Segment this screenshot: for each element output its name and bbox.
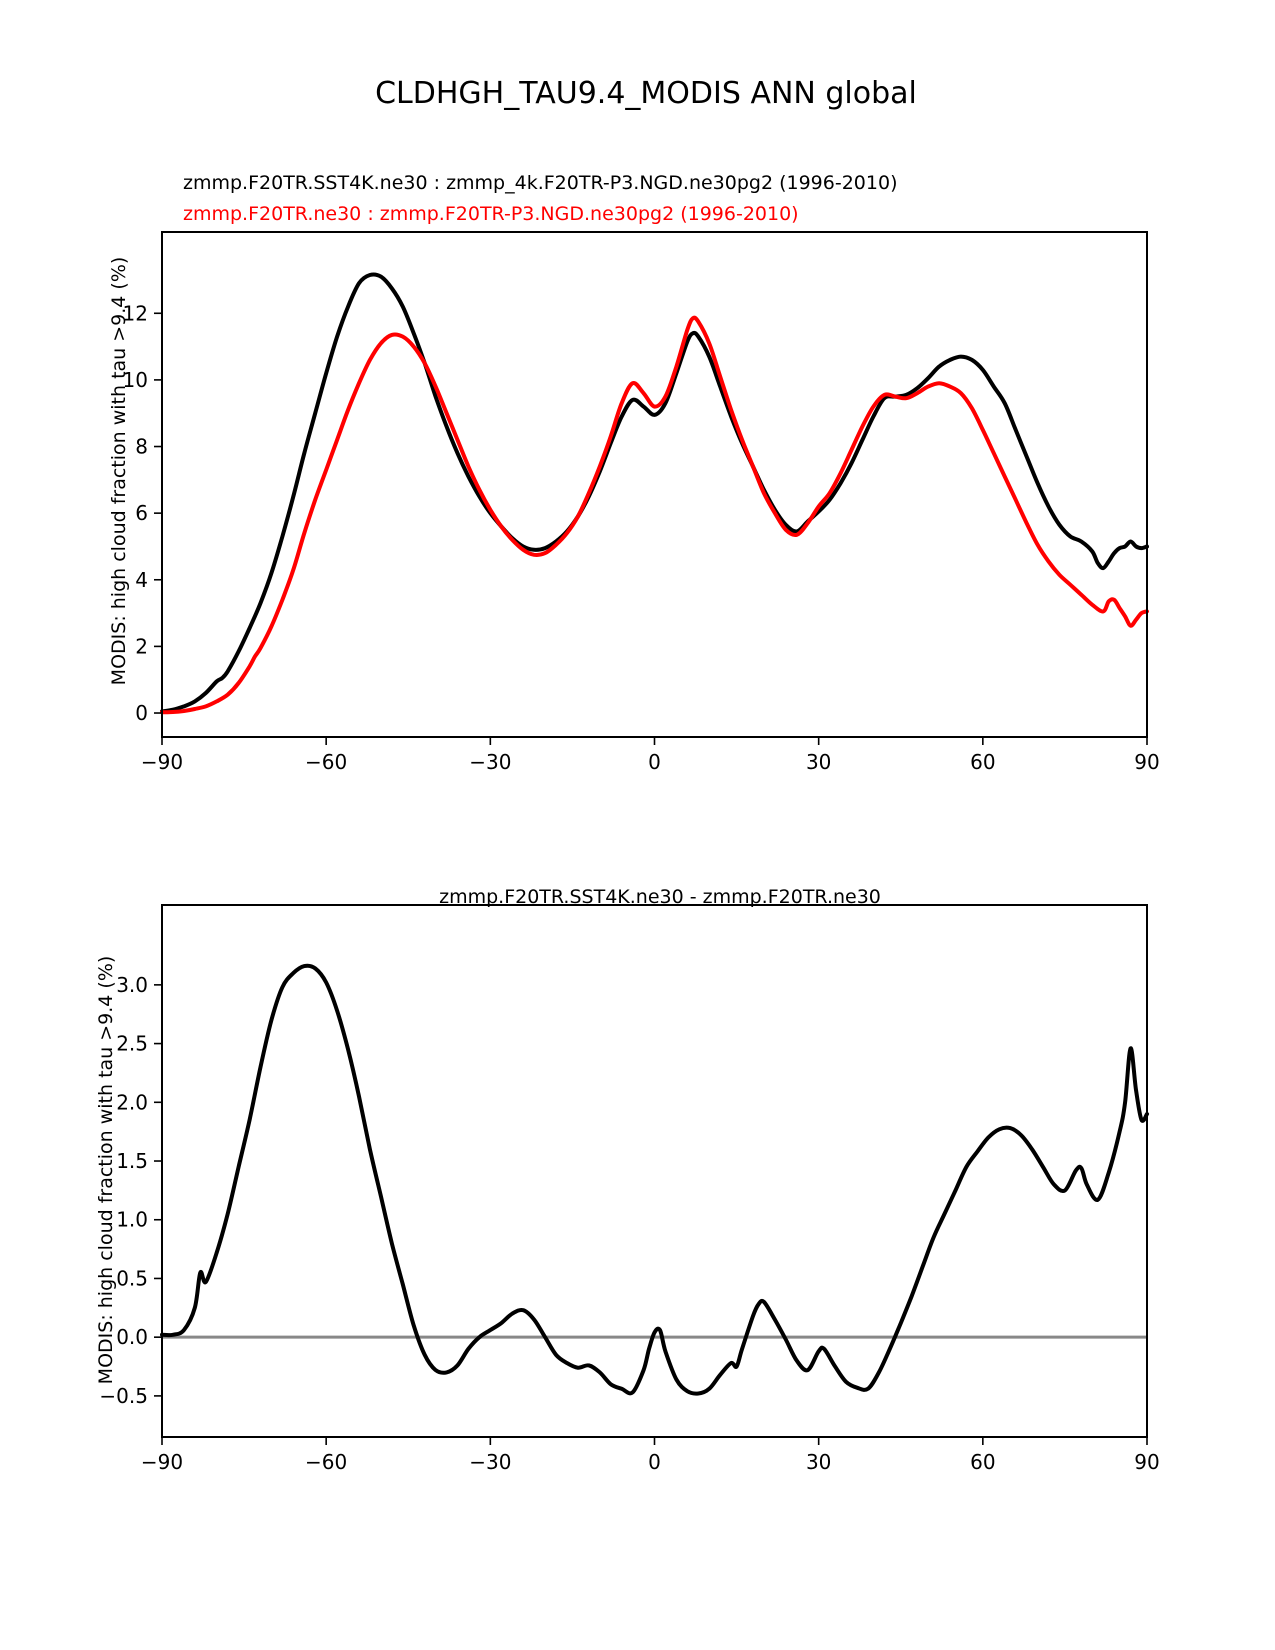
- top-xtick-label: 60: [970, 750, 996, 774]
- top-xtick-label: 90: [1134, 750, 1160, 774]
- top-xtick-label: −30: [469, 750, 512, 774]
- top-series-0-line: [162, 274, 1147, 711]
- bottom-xtick-label: 60: [970, 1450, 996, 1474]
- bottom-xtick-label: −60: [305, 1450, 348, 1474]
- page-title: CLDHGH_TAU9.4_MODIS ANN global: [375, 76, 917, 111]
- bottom-ytick-label: 3.0: [116, 972, 148, 997]
- bottom-plot-frame: [162, 905, 1147, 1437]
- top-ytick-label: 6: [135, 501, 148, 526]
- top-xtick-label: −90: [140, 750, 184, 774]
- top-plot-frame: [162, 232, 1147, 737]
- bottom-xtick-label: 90: [1134, 1450, 1160, 1474]
- bottom-xtick-label: −90: [140, 1450, 184, 1474]
- top-series-1-line: [162, 318, 1147, 713]
- top-ytick-label: 12: [122, 301, 148, 326]
- top-xtick-label: 30: [805, 750, 832, 774]
- bottom-ytick-label: 0.5: [116, 1266, 148, 1291]
- bottom-ytick-label: 1.5: [116, 1149, 148, 1174]
- top-ytick-label: 0: [135, 701, 148, 726]
- bottom-ytick-label: 2.0: [116, 1090, 148, 1115]
- bottom-xtick-label: −30: [469, 1450, 512, 1474]
- top-ytick-label: 8: [135, 434, 148, 459]
- bottom-chart-title: zmmp.F20TR.SST4K.ne30 - zmmp.F20TR.ne30: [439, 886, 881, 908]
- bottom-ytick-label: 2.5: [116, 1031, 148, 1056]
- bottom-series-0-line: [162, 966, 1147, 1394]
- top-xtick-label: 0: [648, 750, 661, 774]
- bottom-ytick-label: 0.0: [116, 1325, 148, 1350]
- top-chart-ylabel: MODIS: high cloud fraction with tau >9.4 (%): [108, 256, 130, 686]
- bottom-xtick-label: 0: [648, 1450, 661, 1474]
- top-ytick-label: 2: [135, 634, 148, 659]
- bottom-xtick-label: 30: [805, 1450, 832, 1474]
- legend-entry-black: zmmp.F20TR.SST4K.ne30 : zmmp_4k.F20TR-P3.NGD.ne30pg2 (1996-2010): [183, 172, 898, 194]
- top-xtick-label: −60: [305, 750, 348, 774]
- top-ytick-label: 10: [122, 367, 148, 392]
- bottom-chart-ylabel: MODIS: high cloud fraction with tau >9.4 (%): [95, 955, 117, 1385]
- top-ytick-label: 4: [135, 567, 148, 592]
- legend-entry-red: zmmp.F20TR.ne30 : zmmp.F20TR-P3.NGD.ne30pg2 (1996-2010): [183, 203, 799, 225]
- bottom-ytick-label: 1.0: [116, 1207, 148, 1232]
- bottom-ytick-label: −0.5: [99, 1383, 148, 1408]
